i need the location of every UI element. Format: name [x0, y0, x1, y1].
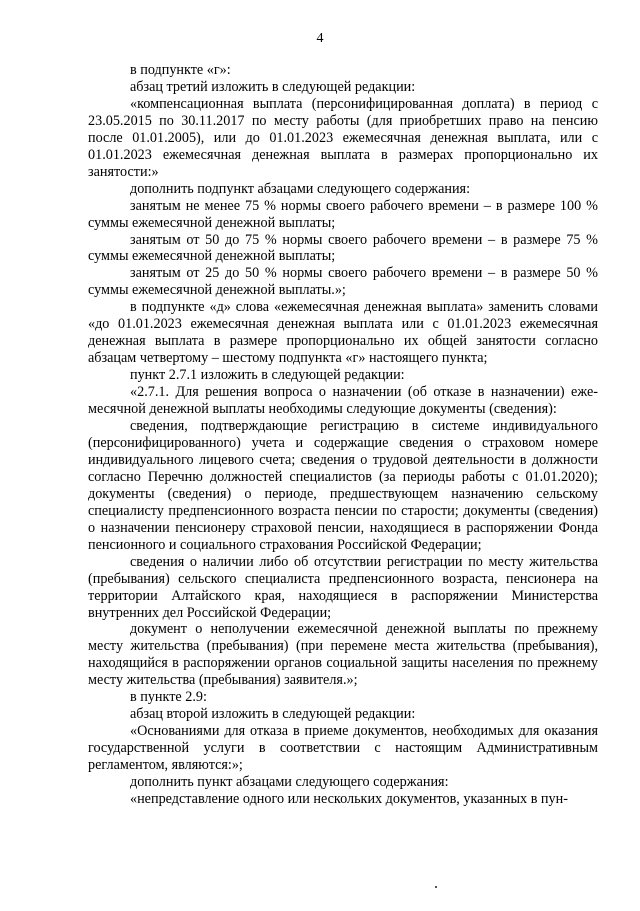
paragraph: «компенсационная выплата (персонифицированная доплата) в период с 23.05.2015 по 30.11.2017 по месту работы (для приобретших право на пенсию после 01.01.2005), или до 01.01.2023 ежемесячная денежная выплата, или с 01.01.2023 ежемесячная денежная выплата в размерах пропорционально их занятости:» [88, 95, 598, 180]
paragraph: в подпункте «д» слова «ежемесячная денежная выплата» заменить словами «до 01.01.2023 ежемесячная денежная выплата или с 01.01.2023 ежемесячная денежная выплата в размере пропорционально их общей занятости согласно абзацам четвертому – шестому подпункта «г» настоящего пункта; [88, 299, 598, 367]
paragraph: «непредставление одного или нескольких документов, указанных в пун- [130, 790, 568, 807]
paragraph: занятым не менее 75 % нормы своего рабочего времени – в размере 100 % суммы ежемесячной денежной выплаты; [88, 197, 598, 231]
paragraph: в подпункте «г»: [130, 62, 231, 78]
paragraph: «2.7.1. Для решения вопроса о назначении (об отказе в назначении) ежемесячной денежной выплаты необходимы следующие документы (сведения): [88, 384, 598, 418]
paragraph: дополнить пункт абзацами следующего содержания: [130, 774, 449, 791]
paragraph: документ о неполучении ежемесячной денежной выплаты по прежнему месту жительства (пребывания) (при перемене места жительства (пребывания), находящийся в распоряжении органов социальной защиты населения по прежнему месту жительства (пребывания) заявителя.»; [88, 621, 598, 689]
paragraph: абзац третий изложить в следующей редакции: [130, 78, 416, 95]
document-body [88, 62, 598, 808]
paragraph: абзац второй изложить в следующей редакции: [130, 706, 416, 723]
page-number: 4 [316, 31, 324, 46]
scan-speck [435, 886, 437, 888]
paragraph: сведения, подтверждающие регистрацию в системе индивидуального (персонифицированного) учета и содержащие сведения о страховом номере индивидуального лицевого счета; сведения о трудовой деятельности в должности согласно Перечню должностей специалистов (за периоды работы с 01.01.2020); документы (сведения) о периоде, предшествующем назначению сельскому специалисту предпенсионного возраста пенсии по старости; документы (сведения) о назначении пенсионеру страховой пенсии, находящиеся в распоряжении Фонда пенсионного и социального страхования Российской Федерации; [88, 418, 598, 553]
paragraph: «Основаниями для отказа в приеме документов, необходимых для оказания государственной услуги в соответствии с настоящим Административным регламентом, являются:»; [88, 723, 598, 774]
paragraph: занятым от 25 до 50 % нормы своего рабочего времени – в размере 50 % суммы ежемесячной денежной выплаты.»; [88, 265, 598, 299]
paragraph: сведения о наличии либо об отсутствии регистрации по месту жительства (пребывания) сельского специалиста предпенсионного возраста, пенсионера на территории Алтайского края, находящиеся в распоряжении Министерства внутренних дел Российской Федерации; [88, 553, 598, 621]
paragraph: дополнить подпункт абзацами следующего содержания: [130, 180, 471, 197]
paragraph: в пункте 2.9: [130, 689, 207, 706]
paragraph: пункт 2.7.1 изложить в следующей редакции: [130, 367, 405, 384]
paragraph: занятым от 50 до 75 % нормы своего рабочего времени – в размере 75 % суммы ежемесячной денежной выплаты; [88, 231, 598, 265]
